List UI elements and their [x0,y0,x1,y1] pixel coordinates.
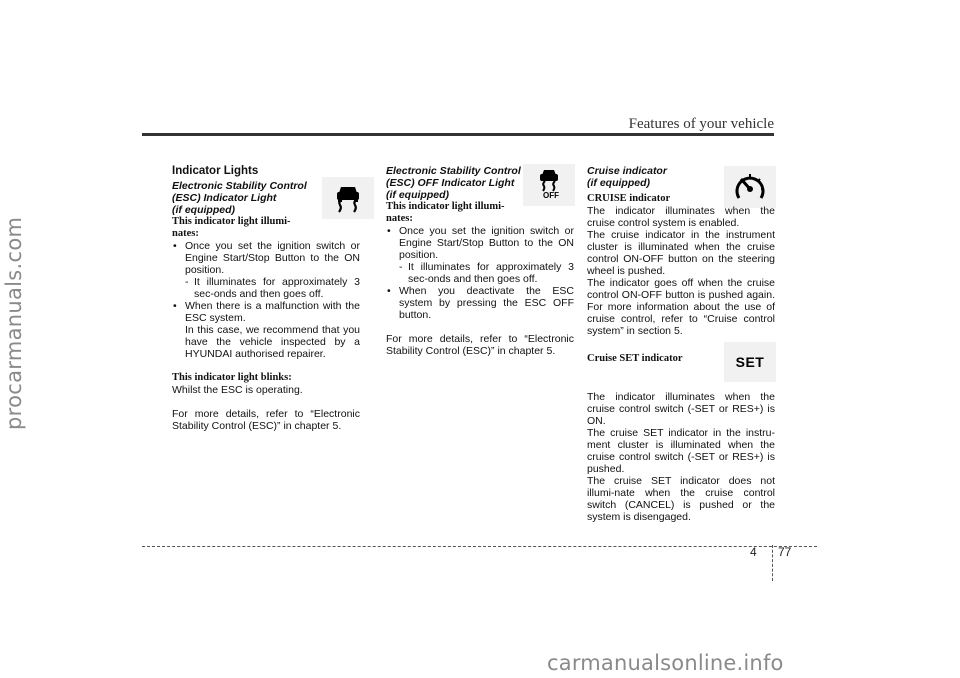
side-watermark: procarmanuals.com [2,216,26,430]
page-number-divider [772,545,773,581]
list-item: • Once you set the ignition switch or Engine Start/Stop Button to the ON position. - It illuminates for approximately 3 sec-onds and then goes off. [172,240,360,300]
header-rule [142,133,774,136]
esc-off-icon-label: OFF [543,191,559,200]
esc-more-details: For more details, refer to “Electronic Stability Control (ESC)” in chapter 5. [172,408,360,432]
list-item: • Once you set the ignition switch or Engine Start/Stop Button to the ON position. - It illuminates for approximately 3 sec-onds and then goes off. [386,225,574,285]
cruise-indicator-subhead: Cruise indicator (if equipped) [587,165,667,189]
esc-illuminates-list [172,240,360,360]
cruise-label: CRUISE indicator [587,193,671,204]
esc-off-illuminates-list [386,225,574,321]
esc-off-illuminates-label: This indicator light illumi- nates: [386,201,505,224]
list-item: • When there is a malfunction with the ESC system. In this case, we recommend that you have the vehicle inspected by a HYUNDAI authorised repairer. [172,300,360,360]
footer-rule [142,546,817,547]
esc-off-more-details: For more details, refer to “Electronic Stability Control (ESC)” in chapter 5. [386,333,574,357]
cruise-set-text: The indicator illuminates when the cruise control switch (-SET or RES+) is ON. The cruise SET indicator in the instru-ment cluster is illuminated when the cruise control switch (-SET or RES+) is pushed. The cruise SET indicator does not illumi-nate when the cruise control switch (CANCEL) is pushed or the system is disengaged. [587,391,775,523]
esc-indicator-subhead: Electronic Stability Control (ESC) Indicator Light (if equipped) [172,180,307,216]
set-icon-label: SET [735,354,765,370]
section-number: 4 [750,545,757,559]
esc-blinks-label: This indicator light blinks: [172,372,292,383]
page-number: 77 [778,545,792,559]
column-esc-indicator [172,165,360,432]
section-heading: Features of your vehicle [628,116,774,132]
esc-blinks-text: Whilst the ESC is operating. [172,384,303,396]
column-esc-off-indicator [386,165,574,357]
bottom-watermark: carmanualsonline.info [547,651,784,675]
esc-illuminates-label: This indicator light illumi- nates: [172,216,291,239]
list-item: • When you deactivate the ESC system by pressing the ESC OFF button. [386,285,574,321]
indicator-lights-title: Indicator Lights [172,165,259,177]
column-cruise-indicator [587,165,775,523]
cruise-set-label: Cruise SET indicator [587,353,683,364]
cruise-text: The indicator illuminates when the cruise control system is enabled. The cruise indicator in the instrument cluster is illuminated when the cruise control ON-OFF button on the steering wheel is pushed. The indicator goes off when the cruise control ON-OFF button is pushed again. For more information about the use of cruise control, refer to “Cruise control system” in section 5. [587,205,775,337]
esc-off-indicator-subhead: Electronic Stability Control (ESC) OFF Indicator Light (if equipped) [386,165,521,201]
